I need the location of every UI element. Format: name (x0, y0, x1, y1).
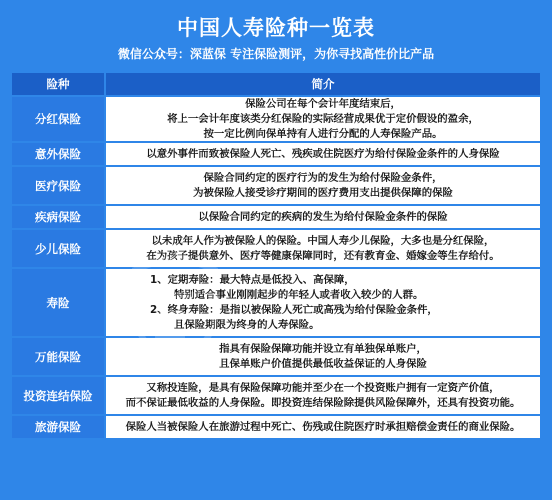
table-row (12, 377, 540, 414)
table-row (12, 269, 540, 336)
description-line: 保险公司在每个会计年度结束后， (245, 97, 401, 110)
row-description (106, 230, 540, 267)
table-row (12, 97, 540, 141)
description-line: 以意外事件而致被保险人死亡、残疾或住院医疗为给付保险金条件的人身保险 (146, 147, 500, 160)
column-header-description: 简介 (106, 73, 540, 95)
description-line: 特别适合事业刚刚起步的年轻人或者收入较少的人群。 (174, 288, 424, 301)
description-line: 以保险合同约定的疾病的发生为给付保险金条件的保险 (198, 210, 448, 223)
row-category: 万能保险 (12, 338, 104, 375)
row-category: 少儿保险 (12, 230, 104, 267)
description-line: 指具有保险保障功能并设立有单独保单账户， (219, 342, 427, 355)
row-description (106, 206, 540, 228)
description-line: 按一定比例向保单持有人进行分配的人寿保险产品。 (203, 127, 443, 140)
description-line: 以未成年人作为被保险人的保险。中国人寿少儿保险，大多也是分红保险， (151, 234, 495, 247)
description-line: 2、终身寿险：是指以被保险人死亡或高残为给付保险金条件， (150, 303, 438, 316)
row-description (106, 416, 540, 438)
row-category: 疾病保险 (12, 206, 104, 228)
table-row (12, 416, 540, 438)
row-category: 分红保险 (12, 97, 104, 141)
table-row (12, 230, 540, 267)
column-header-category: 险种 (12, 73, 104, 95)
row-category: 意外保险 (12, 143, 104, 165)
table-row (12, 206, 540, 228)
description-line: 在为孩子提供意外、医疗等健康保障同时，还有教育金、婚嫁金等生存给付。 (146, 249, 500, 262)
table-row (12, 167, 540, 204)
description-line: 且保单账户价值提供最低收益保证的人身保险 (219, 357, 427, 370)
row-category: 寿险 (12, 269, 104, 336)
description-line: 又称投连险，是具有保险保障功能并至少在一个投资账户拥有一定资产价值， (146, 381, 500, 394)
insurance-table (12, 72, 540, 494)
row-description (106, 377, 540, 414)
table-row (12, 338, 540, 375)
row-category: 旅游保险 (12, 416, 104, 438)
header (0, 0, 552, 70)
description-line: 而不保证最低收益的人身保险。即投资连结保险除提供风险保障外，还具有投资功能。 (125, 396, 521, 409)
page-title: 中国人寿险种一览表 (177, 16, 375, 40)
table-header (12, 73, 540, 95)
description-line: 且保险期限为终身的人寿保险。 (174, 318, 320, 331)
row-description (106, 269, 540, 336)
description-line: 将上一会计年度该类分红保险的实际经营成果优于定价假设的盈余， (167, 112, 479, 125)
row-description (106, 97, 540, 141)
description-line: 保险人当被保险人在旅游过程中死亡、伤残或住院医疗时承担赔偿金责任的商业保险。 (125, 420, 521, 433)
row-description (106, 167, 540, 204)
page-subtitle: 微信公众号：深蓝保 专注保险测评，为你寻找高性价比产品 (117, 47, 435, 61)
table-body (12, 97, 540, 438)
row-description (106, 143, 540, 165)
description-line: 1、定期寿险：最大特点是低投入、高保障， (150, 273, 355, 286)
description-line: 为被保险人接受诊疗期间的医疗费用支出提供保障的保险 (193, 186, 453, 199)
description-line: 保险合同约定的医疗行为的发生为给付保险金条件， (203, 171, 443, 184)
table-row (12, 143, 540, 165)
row-category: 投资连结保险 (12, 377, 104, 414)
row-description (106, 338, 540, 375)
row-category: 医疗保险 (12, 167, 104, 204)
